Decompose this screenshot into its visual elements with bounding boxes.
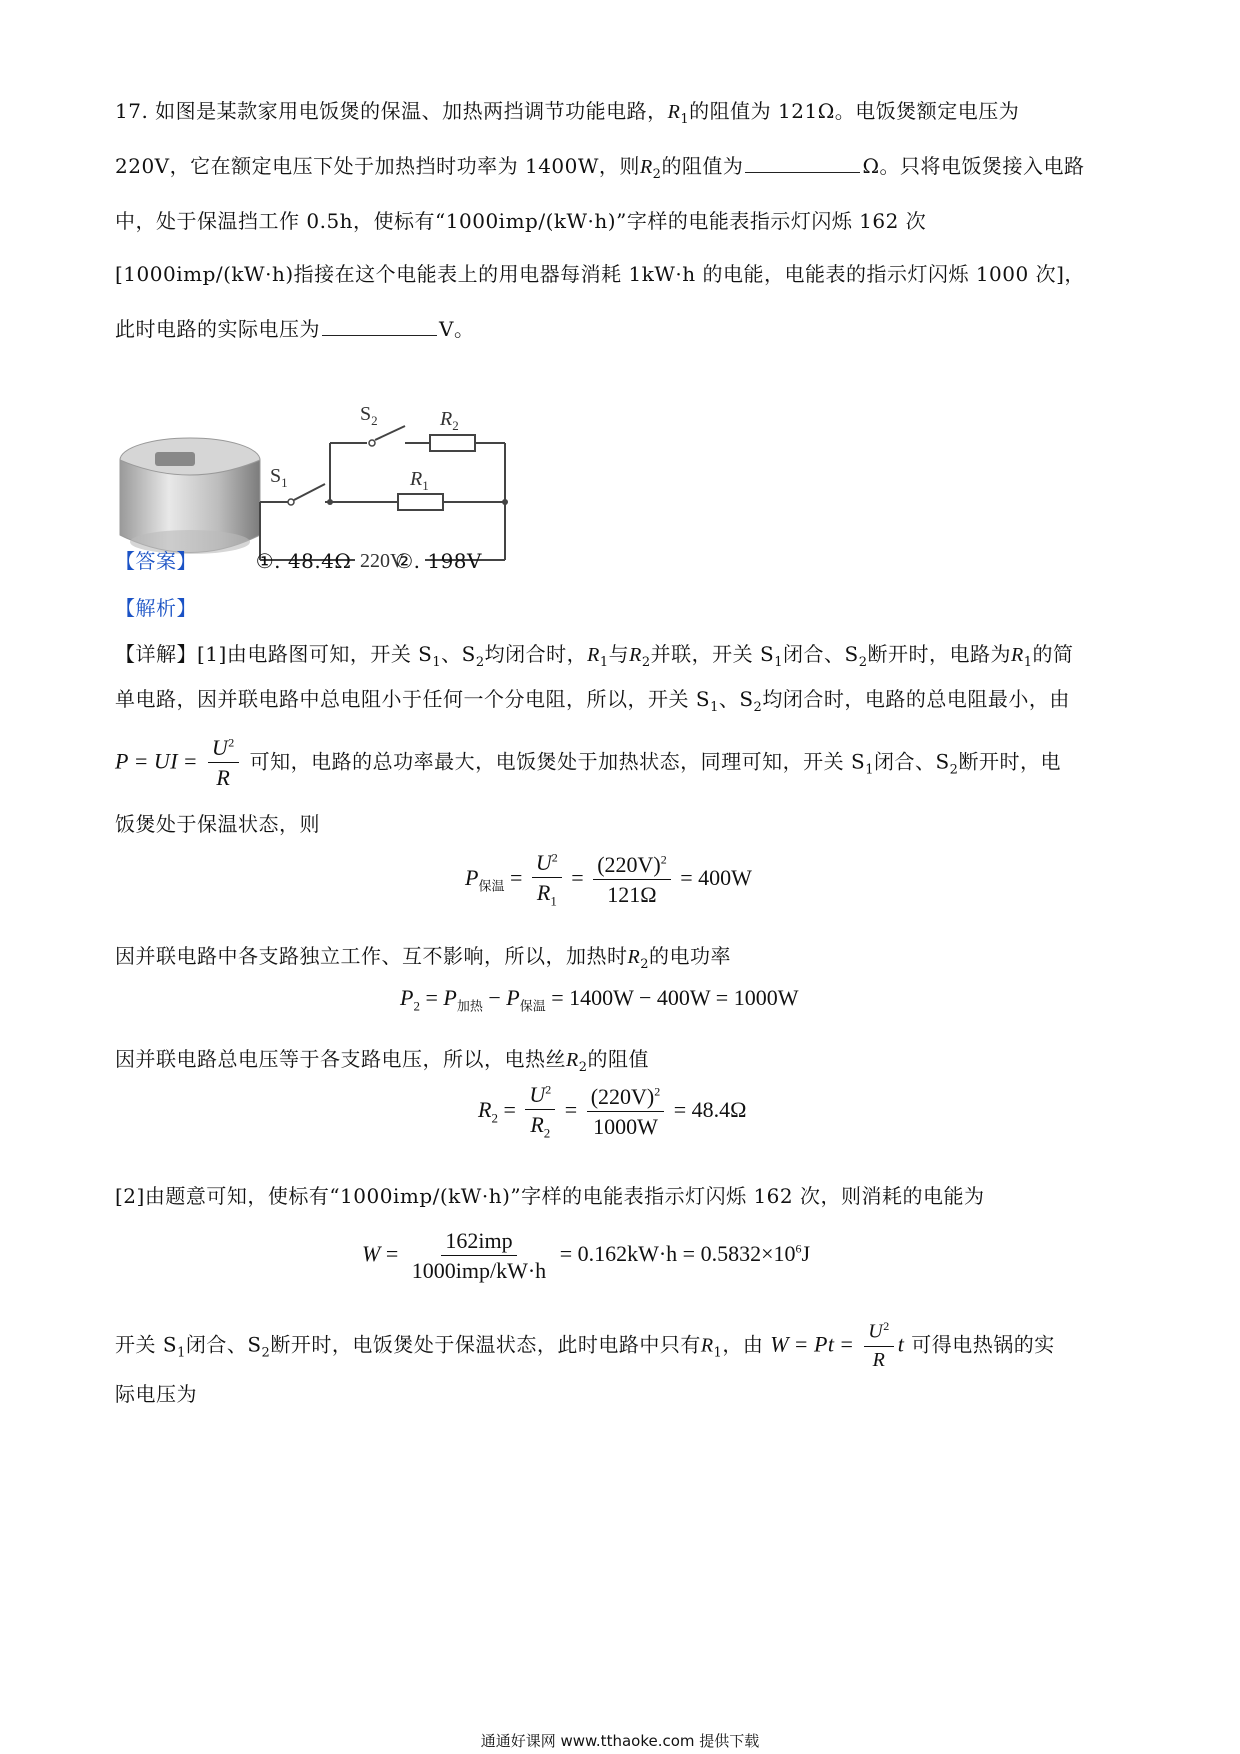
answer-2: ②. 198V: [395, 549, 482, 573]
svg-text:S2: $S_2$: [360, 403, 378, 428]
circuit-voltage-label: 220V: [360, 550, 405, 572]
detail-line-7: [2]由题意可知，使标有“1000imp/(kW·h)”字样的电能表指示灯闪烁 162 次，则消耗的电能为: [115, 1184, 985, 1208]
detail-line-9: 际电压为: [115, 1382, 197, 1406]
equation-energy: W = $\frac{\text{162imp}}{\text{1000imp/kW·h}}$ = $0.162kW\cdot h = 0.5832\times 10^6J$: [362, 1228, 811, 1284]
answer-row: [115, 545, 482, 574]
problem-line-1: 17. 如图是某款家用电饭煲的保温、加热两挡调节功能电路，$R_1$的阻值为 121Ω。电饭煲额定电压为: [115, 99, 1020, 127]
circuit-diagram: [270, 390, 580, 572]
svg-text:R2: $R_2$: [440, 408, 459, 433]
problem-line-5: 此时电路的实际电压为 V。: [115, 317, 475, 341]
problem-line-2: 220V，它在额定电压下处于加热挡时功率为 1400W，则$R_2$的阻值为 Ω。只将电饭煲接入电路: [115, 154, 1085, 182]
detail-line-3: P = UI = $\frac{U^2}{R}$ 可知，电路的总功率最大，电饭煲处于加热状态，同理可知，开关 $S_1$闭合、$S_2$断开时，电: [115, 735, 1061, 791]
answer-1: ①. 48.4Ω: [255, 549, 352, 573]
problem-line-4: [1000imp/(kW·h)指接在这个电能表上的用电器每消耗 1kW·h 的电能，电能表的指示灯闪烁 1000 次]，: [115, 262, 1085, 286]
answer-blank-2[interactable]: [322, 317, 437, 336]
problem-line-3: 中，处于保温挡工作 0.5h，使标有“1000imp/(kW·h)”字样的电能表指示灯闪烁 162 次: [115, 209, 927, 233]
equation-r2: $R_2$ = $\frac{U^2}{R_2}$ = $\frac{(220V)^2}{1000W}$ = 48.4Ω: [478, 1082, 747, 1141]
equation-p-keep-warm: $P_{保温}$ = $\frac{U^2}{R_1}$ = $\frac{(220V)^2}{121\Omega}$ = 400W: [465, 850, 752, 909]
answer-blank-1[interactable]: [745, 154, 860, 173]
detail-line-1: 【详解】[1]由电路图可知，开关 $S_1$、$S_2$均闭合时，$R_1$与$R_2$并联，开关 $S_1$闭合、$S_2$断开时，电路为$R_1$的简: [115, 642, 1074, 670]
analysis-tag: 【解析】: [115, 596, 197, 620]
detail-line-8: 开关 $S_1$闭合、$S_2$断开时，电饭煲处于保温状态，此时电路中只有$R_1$，由 W = Pt = $\frac{U^2}{R}$ t 可得电热锅的实: [115, 1319, 1055, 1371]
detail-line-5: 因并联电路中各支路独立工作、互不影响，所以，加热时$R_2$的电功率: [115, 944, 731, 972]
equation-p2: $P_2 = P_{加热} - P_{保温} = 1400W - 400W = 1000W$: [400, 985, 799, 1015]
detail-line-6: 因并联电路总电压等于各支路电压，所以，电热丝$R_2$的阻值: [115, 1047, 649, 1075]
detail-line-4: 饭煲处于保温状态，则: [115, 812, 320, 836]
answer-tag: 【答案】: [115, 549, 197, 573]
footer-source: 通通好课网 www.tthaoke.com 提供下载: [480, 1732, 760, 1750]
detail-line-2: 单电路，因并联电路中总电阻小于任何一个分电阻，所以，开关 $S_1$、$S_2$均闭合时，电路的总电阻最小，由: [115, 687, 1070, 715]
svg-text:S1: $S_1$: [270, 465, 288, 490]
svg-text:R1: $R_1$: [410, 468, 429, 493]
